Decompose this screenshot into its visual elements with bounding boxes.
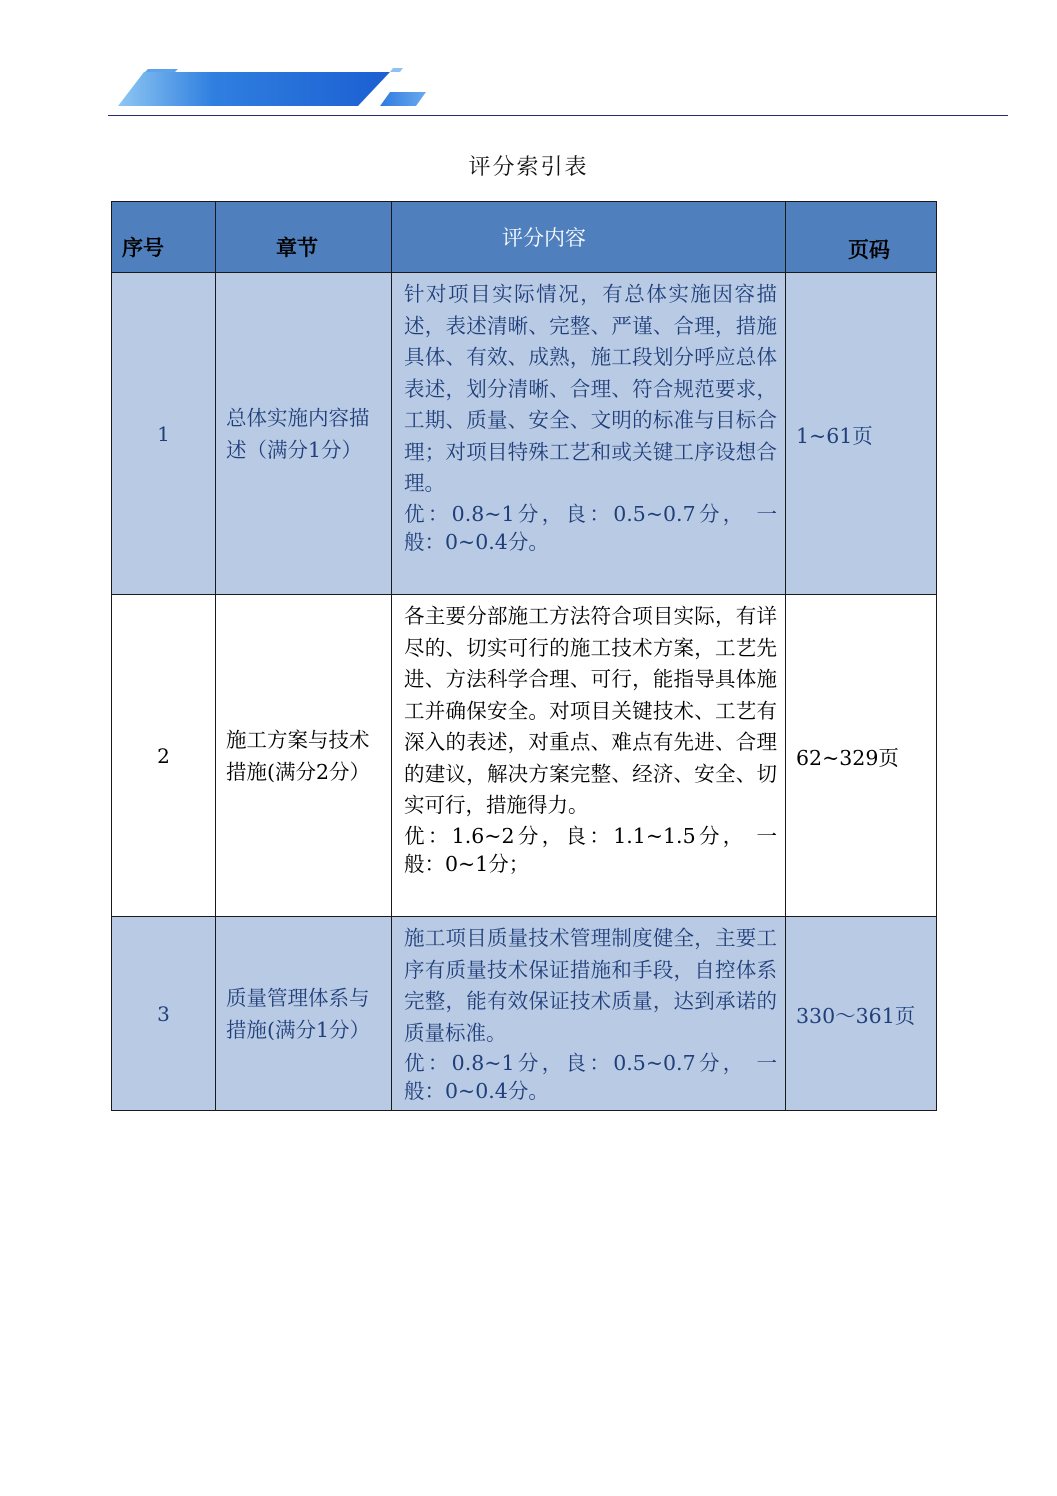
row-content [392,595,786,917]
row-seq: 1 [112,273,216,595]
row-page: 62~329页 [786,595,937,917]
row-content [392,273,786,595]
table-row [112,917,937,1111]
row-grade: 优：1.6~2分，良：1.1~1.5分， 一般：0~1分； [404,823,777,876]
row-content-text: 针对项目实际情况，有总体实施因容描述，表述清晰、完整、严谨、合理，措施具体、有效、成熟，施工段划分呼应总体表述，划分清晰、合理、符合规范要求，工期、质量、安全、文明的标准与目标合理；对项目特殊工艺和或关键工序设想合理。 [404,282,777,495]
header-content: 评分内容 [392,202,786,273]
header-page: 页码 [786,202,937,273]
header-chapter: 章节 [216,202,392,273]
header-logo [118,66,428,110]
header-seq: 序号 [112,202,216,273]
row-grade: 优：0.8~1分，良：0.5~0.7分， 一般：0~0.4分。 [404,501,777,554]
table-row [112,273,937,595]
row-chapter: 质量管理体系与措施(满分1分） [216,917,392,1111]
row-page: 330～361页 [786,917,937,1111]
row-grade: 优：0.8~1分，良：0.5~0.7分， 一般：0~0.4分。 [404,1051,777,1103]
row-content-text: 施工项目质量技术管理制度健全，主要工序有质量技术保证措施和手段，自控体系完整，能有效保证技术质量，达到承诺的质量标准。 [404,926,777,1045]
row-page: 1~61页 [786,273,937,595]
row-content [392,917,786,1111]
score-index-table [111,201,937,1111]
row-seq: 3 [112,917,216,1111]
header-rule [108,115,1008,116]
row-seq: 2 [112,595,216,917]
table-row [112,595,937,917]
row-chapter: 总体实施内容描述（满分1分） [216,273,392,595]
document-title: 评分索引表 [468,155,589,180]
row-content-text: 各主要分部施工方法符合项目实际，有详尽的、切实可行的施工技术方案，工艺先进、方法科学合理、可行，能指导具体施工并确保安全。对项目关键技术、工艺有深入的表述，对重点、难点有先进、合理的建议，解决方案完整、经济、安全、切实可行，措施得力。 [404,604,777,817]
table-header-row [112,202,937,273]
row-chapter: 施工方案与技术措施(满分2分） [216,595,392,917]
